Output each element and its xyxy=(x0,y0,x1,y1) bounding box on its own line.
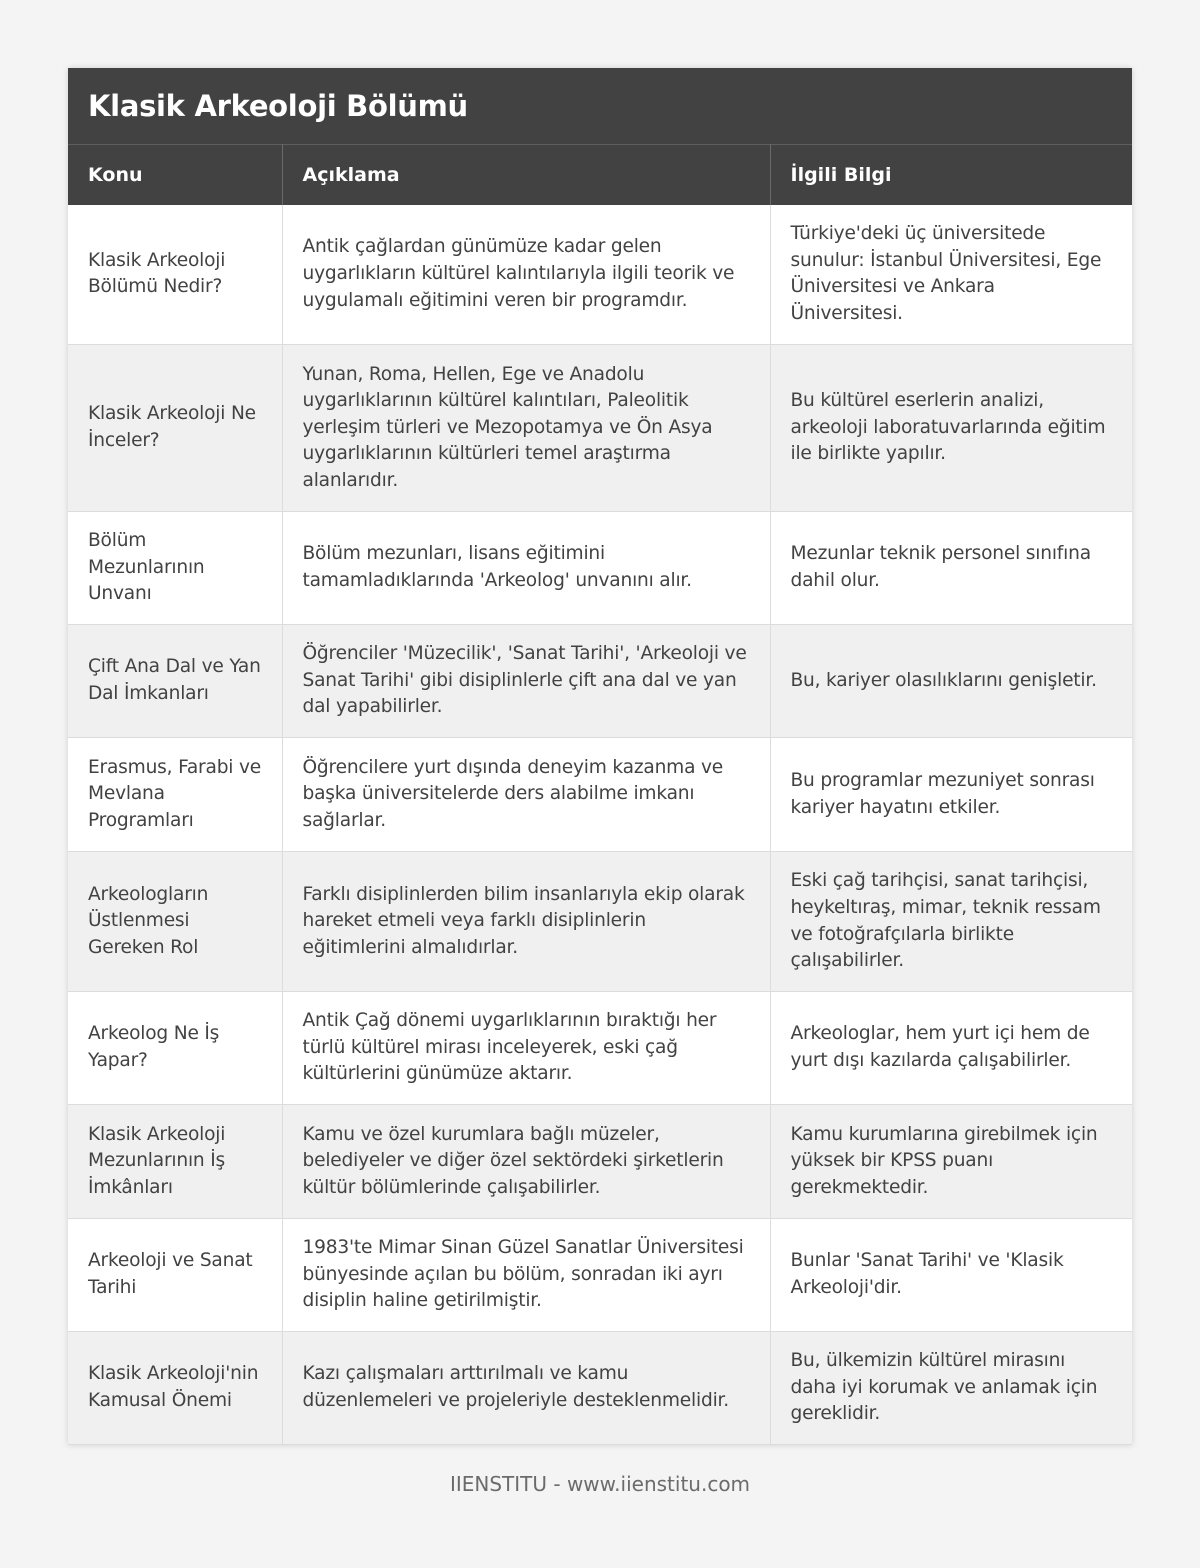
cell-konu: Arkeoloji ve Sanat Tarihi xyxy=(68,1219,282,1332)
cell-aciklama: Kamu ve özel kurumlara bağlı müzeler, belediyeler ve diğer özel sektördeki şirketlerin kültür bölümlerinde çalışabilirler. xyxy=(282,1105,770,1219)
cell-ilgili-bilgi: Türkiye'deki üç üniversitede sunulur: İstanbul Üniversitesi, Ege Üniversitesi ve Ankara Üniversitesi. xyxy=(770,205,1132,345)
table-row xyxy=(68,992,1132,1105)
table-row xyxy=(68,738,1132,852)
cell-aciklama: 1983'te Mimar Sinan Güzel Sanatlar Üniversitesi bünyesinde açılan bu bölüm, sonradan iki ayrı disiplin haline getirilmiştir. xyxy=(282,1219,770,1332)
cell-konu: Bölüm Mezunlarının Unvanı xyxy=(68,512,282,625)
cell-ilgili-bilgi: Bu programlar mezuniyet sonrası kariyer hayatını etkiler. xyxy=(770,738,1132,852)
cell-aciklama: Antik Çağ dönemi uygarlıklarının bıraktığı her türlü kültürel mirası inceleyerek, eski çağ kültürlerini günümüze aktarır. xyxy=(282,992,770,1105)
cell-konu: Klasik Arkeoloji Bölümü Nedir? xyxy=(68,205,282,345)
cell-aciklama: Öğrenciler 'Müzecilik', 'Sanat Tarihi', 'Arkeoloji ve Sanat Tarihi' gibi disiplinlerle çift ana dal ve yan dal yapabilirler. xyxy=(282,625,770,738)
cell-ilgili-bilgi: Bunlar 'Sanat Tarihi' ve 'Klasik Arkeoloji'dir. xyxy=(770,1219,1132,1332)
table-title: Klasik Arkeoloji Bölümü xyxy=(68,68,1132,144)
cell-aciklama: Farklı disiplinlerden bilim insanlarıyla ekip olarak hareket etmeli veya farklı disiplinlerin eğitimlerini almalıdırlar. xyxy=(282,852,770,992)
table-row xyxy=(68,1332,1132,1445)
cell-konu: Arkeologların Üstlenmesi Gereken Rol xyxy=(68,852,282,992)
cell-konu: Arkeolog Ne İş Yapar? xyxy=(68,992,282,1105)
cell-konu: Klasik Arkeoloji Ne İnceler? xyxy=(68,345,282,512)
cell-konu: Klasik Arkeoloji'nin Kamusal Önemi xyxy=(68,1332,282,1445)
table-header xyxy=(68,145,1132,205)
table-card xyxy=(68,68,1132,1445)
footer-credit: IIENSTITU - www.iienstitu.com xyxy=(449,1472,751,1496)
cell-aciklama: Antik çağlardan günümüze kadar gelen uygarlıkların kültürel kalıntılarıyla ilgili teorik ve uygulamalı eğitimini veren bir programdır. xyxy=(282,205,770,345)
cell-ilgili-bilgi: Kamu kurumlarına girebilmek için yüksek bir KPSS puanı gerekmektedir. xyxy=(770,1105,1132,1219)
cell-aciklama: Öğrencilere yurt dışında deneyim kazanma ve başka üniversitelerde ders alabilme imkanı sağlarlar. xyxy=(282,738,770,852)
cell-ilgili-bilgi: Bu kültürel eserlerin analizi, arkeoloji laboratuvarlarında eğitim ile birlikte yapılır. xyxy=(770,345,1132,512)
cell-ilgili-bilgi: Bu, ülkemizin kültürel mirasını daha iyi korumak ve anlamak için gereklidir. xyxy=(770,1332,1132,1445)
cell-konu: Çift Ana Dal ve Yan Dal İmkanları xyxy=(68,625,282,738)
cell-ilgili-bilgi: Eski çağ tarihçisi, sanat tarihçisi, heykeltıraş, mimar, teknik ressam ve fotoğrafçılarla birlikte çalışabilirler. xyxy=(770,852,1132,992)
cell-konu: Klasik Arkeoloji Mezunlarının İş İmkânları xyxy=(68,1105,282,1219)
table-row xyxy=(68,512,1132,625)
header-row xyxy=(68,145,1132,205)
column-header-konu: Konu xyxy=(68,145,282,205)
table-row xyxy=(68,345,1132,512)
cell-aciklama: Yunan, Roma, Hellen, Ege ve Anadolu uygarlıklarının kültürel kalıntıları, Paleolitik yerleşim türleri ve Mezopotamya ve Ön Asya uygarlıklarının kültürleri temel araştırma alanlarıdır. xyxy=(282,345,770,512)
table-row xyxy=(68,625,1132,738)
cell-aciklama: Bölüm mezunları, lisans eğitimini tamamladıklarında 'Arkeolog' unvanını alır. xyxy=(282,512,770,625)
table-row xyxy=(68,852,1132,992)
table-row xyxy=(68,205,1132,345)
table-row xyxy=(68,1219,1132,1332)
table-row xyxy=(68,1105,1132,1219)
data-table xyxy=(68,144,1132,1445)
table-body xyxy=(68,205,1132,1445)
cell-ilgili-bilgi: Bu, kariyer olasılıklarını genişletir. xyxy=(770,625,1132,738)
cell-ilgili-bilgi: Mezunlar teknik personel sınıfına dahil olur. xyxy=(770,512,1132,625)
column-header-ilgili-bilgi: İlgili Bilgi xyxy=(770,145,1132,205)
cell-ilgili-bilgi: Arkeologlar, hem yurt içi hem de yurt dışı kazılarda çalışabilirler. xyxy=(770,992,1132,1105)
cell-aciklama: Kazı çalışmaları arttırılmalı ve kamu düzenlemeleri ve projeleriyle desteklenmelidir. xyxy=(282,1332,770,1445)
column-header-aciklama: Açıklama xyxy=(282,145,770,205)
cell-konu: Erasmus, Farabi ve Mevlana Programları xyxy=(68,738,282,852)
